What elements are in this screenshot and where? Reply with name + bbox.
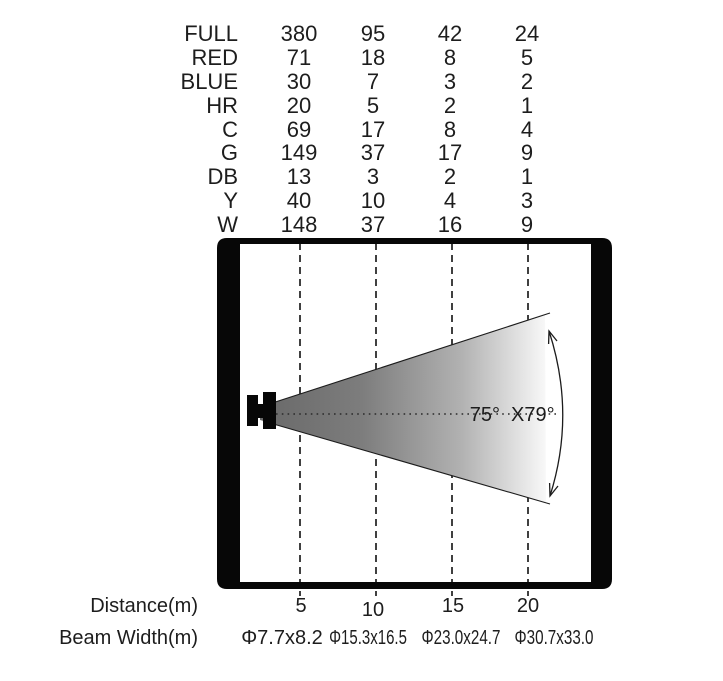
lux-value: 95 — [360, 21, 386, 46]
row-label: BLUE — [180, 68, 238, 94]
lux-value: 8 — [443, 116, 457, 142]
beam-angle-horizontal: 75° — [469, 404, 500, 426]
row-label: DB — [207, 164, 238, 190]
lux-value: 4 — [443, 188, 457, 214]
lux-value: 42 — [437, 21, 463, 46]
row-label: HR — [206, 92, 238, 118]
row-label: G — [220, 140, 238, 166]
lux-value: 3 — [520, 188, 534, 214]
beam-width-value: Φ7.7x8.2 — [241, 627, 323, 649]
lux-value: 17 — [360, 116, 386, 142]
lux-value: 5 — [520, 44, 534, 70]
lux-value: 69 — [286, 116, 312, 142]
beam-width-axis-label: Beam Width(m) — [59, 627, 198, 649]
lux-value: 1 — [520, 164, 534, 190]
lux-value: 3 — [443, 68, 457, 94]
lux-value: 8 — [443, 44, 457, 70]
lux-value: 71 — [286, 44, 312, 70]
lux-value: 2 — [443, 164, 457, 190]
lux-value: 1 — [520, 92, 534, 118]
lux-value: 4 — [520, 116, 534, 142]
lux-value: 40 — [286, 188, 312, 214]
lux-value: 149 — [280, 140, 318, 166]
distance-value: 15 — [441, 595, 465, 617]
beam-cone — [260, 314, 546, 503]
lux-value: 2 — [443, 92, 457, 118]
lux-value: 10 — [360, 188, 386, 214]
distance-value: 10 — [361, 599, 385, 621]
lux-value: 3 — [366, 164, 380, 190]
lux-value: 380 — [280, 21, 318, 46]
lux-value: 5 — [366, 92, 380, 118]
lux-value: 13 — [286, 164, 312, 190]
beam-angle-vertical: X79° — [511, 404, 555, 426]
lux-value: 37 — [360, 140, 386, 166]
row-label: Y — [223, 188, 238, 214]
lux-value: 18 — [360, 44, 386, 70]
lux-value: 20 — [286, 92, 312, 118]
beam-width-value: Φ15.3x16.5 — [329, 627, 407, 649]
lux-value: 9 — [520, 212, 534, 238]
lux-value: 7 — [366, 68, 380, 94]
row-label: FULL — [184, 21, 238, 46]
lux-value: 9 — [520, 140, 534, 166]
fixture-icon — [247, 392, 276, 429]
lux-value: 16 — [437, 212, 463, 238]
distance-value: 20 — [516, 595, 540, 617]
beam-width-value: Φ30.7x33.0 — [514, 627, 594, 649]
lux-value: 37 — [360, 212, 386, 238]
distance-value: 5 — [295, 595, 307, 617]
lux-value: 30 — [286, 68, 312, 94]
row-label: C — [222, 116, 238, 142]
lux-value: 17 — [437, 140, 463, 166]
lux-value: 24 — [514, 21, 540, 46]
lux-value: 148 — [280, 212, 318, 238]
distance-axis-label: Distance(m) — [90, 595, 198, 617]
lux-value: 2 — [520, 68, 534, 94]
beam-width-value: Φ23.0x24.7 — [421, 627, 501, 649]
row-label: W — [217, 212, 238, 238]
row-label: RED — [191, 44, 238, 70]
